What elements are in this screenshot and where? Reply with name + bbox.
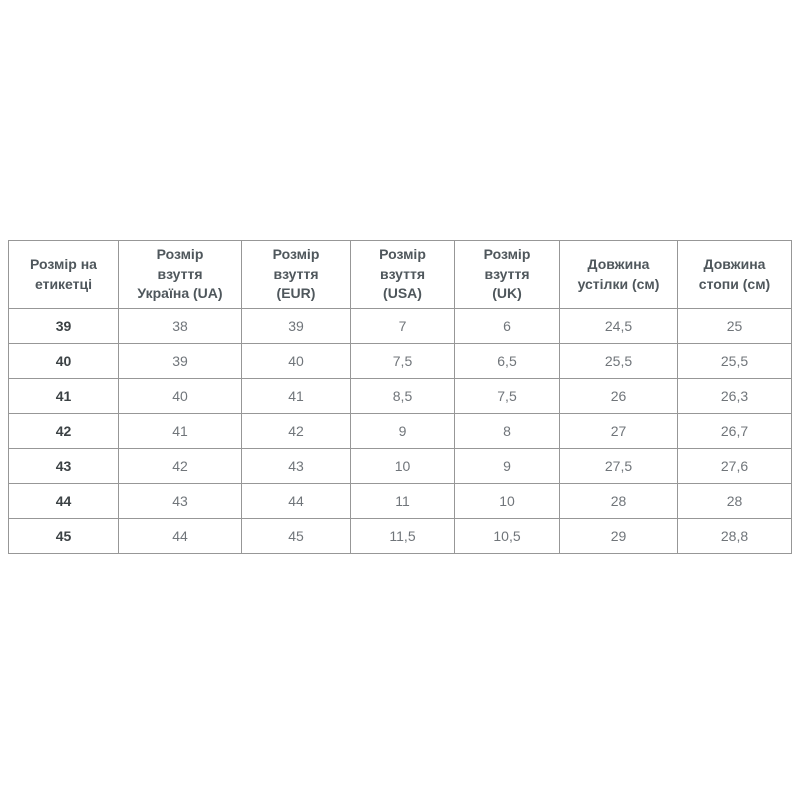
column-header-line: взуття: [157, 265, 203, 282]
cell-usa: 11: [351, 484, 455, 519]
table-row: [9, 379, 792, 414]
column-header-line: Розмір на: [30, 255, 97, 272]
cell-usa: 11,5: [351, 519, 455, 554]
column-header-line: (USA): [383, 285, 422, 302]
column-header-ua: [119, 241, 242, 309]
cell-ua: 39: [119, 344, 242, 379]
cell-ua: 43: [119, 484, 242, 519]
column-header-line: Україна (UA): [137, 285, 223, 302]
column-header-line: Розмір: [272, 246, 320, 263]
column-header-uk: [455, 241, 560, 309]
column-header-line: етикетці: [34, 275, 93, 292]
row-label: 39: [9, 309, 119, 344]
cell-foot-cm: 28,8: [678, 519, 792, 554]
cell-insole-cm: 27: [560, 414, 678, 449]
cell-eur: 43: [242, 449, 351, 484]
row-label: 41: [9, 379, 119, 414]
cell-usa: 8,5: [351, 379, 455, 414]
row-label: 44: [9, 484, 119, 519]
column-header-line: (UK): [492, 285, 522, 302]
size-chart-container: [8, 240, 792, 554]
cell-uk: 6: [455, 309, 560, 344]
column-header-label-size: [9, 241, 119, 309]
column-header-line: Розмір: [156, 246, 204, 263]
column-header-eur: [242, 241, 351, 309]
size-chart-table: [8, 240, 792, 554]
cell-usa: 7: [351, 309, 455, 344]
cell-usa: 7,5: [351, 344, 455, 379]
cell-ua: 41: [119, 414, 242, 449]
cell-insole-cm: 27,5: [560, 449, 678, 484]
table-row: [9, 309, 792, 344]
column-header-line: Довжина: [703, 255, 766, 272]
cell-uk: 6,5: [455, 344, 560, 379]
cell-eur: 40: [242, 344, 351, 379]
column-header-foot-cm: [678, 241, 792, 309]
cell-insole-cm: 29: [560, 519, 678, 554]
cell-uk: 7,5: [455, 379, 560, 414]
cell-uk: 10: [455, 484, 560, 519]
cell-ua: 38: [119, 309, 242, 344]
row-label: 42: [9, 414, 119, 449]
cell-insole-cm: 28: [560, 484, 678, 519]
cell-eur: 42: [242, 414, 351, 449]
cell-uk: 9: [455, 449, 560, 484]
column-header-line: (EUR): [276, 285, 316, 302]
table-row: [9, 519, 792, 554]
column-header-line: взуття: [379, 265, 426, 282]
cell-foot-cm: 28: [678, 484, 792, 519]
cell-ua: 42: [119, 449, 242, 484]
column-header-line: взуття: [484, 265, 530, 282]
cell-usa: 10: [351, 449, 455, 484]
row-label: 45: [9, 519, 119, 554]
cell-foot-cm: 25,5: [678, 344, 792, 379]
cell-eur: 41: [242, 379, 351, 414]
column-header-line: устілки (см): [577, 275, 660, 292]
row-label: 40: [9, 344, 119, 379]
table-body: [9, 309, 792, 554]
row-label: 43: [9, 449, 119, 484]
column-header-insole-cm: [560, 241, 678, 309]
cell-foot-cm: 25: [678, 309, 792, 344]
cell-insole-cm: 24,5: [560, 309, 678, 344]
cell-insole-cm: 26: [560, 379, 678, 414]
column-header-line: Довжина: [587, 255, 650, 272]
cell-foot-cm: 27,6: [678, 449, 792, 484]
table-row: [9, 449, 792, 484]
cell-foot-cm: 26,3: [678, 379, 792, 414]
cell-ua: 40: [119, 379, 242, 414]
table-row: [9, 414, 792, 449]
cell-uk: 8: [455, 414, 560, 449]
cell-uk: 10,5: [455, 519, 560, 554]
header-row: [9, 241, 792, 309]
cell-eur: 44: [242, 484, 351, 519]
cell-eur: 45: [242, 519, 351, 554]
table-row: [9, 484, 792, 519]
table-row: [9, 344, 792, 379]
column-header-line: взуття: [273, 265, 319, 282]
table-head: [9, 241, 792, 309]
column-header-line: Розмір: [483, 246, 531, 263]
cell-insole-cm: 25,5: [560, 344, 678, 379]
cell-ua: 44: [119, 519, 242, 554]
column-header-line: стопи (см): [698, 275, 771, 292]
column-header-usa: [351, 241, 455, 309]
cell-usa: 9: [351, 414, 455, 449]
cell-eur: 39: [242, 309, 351, 344]
cell-foot-cm: 26,7: [678, 414, 792, 449]
column-header-line: Розмір: [379, 246, 426, 263]
